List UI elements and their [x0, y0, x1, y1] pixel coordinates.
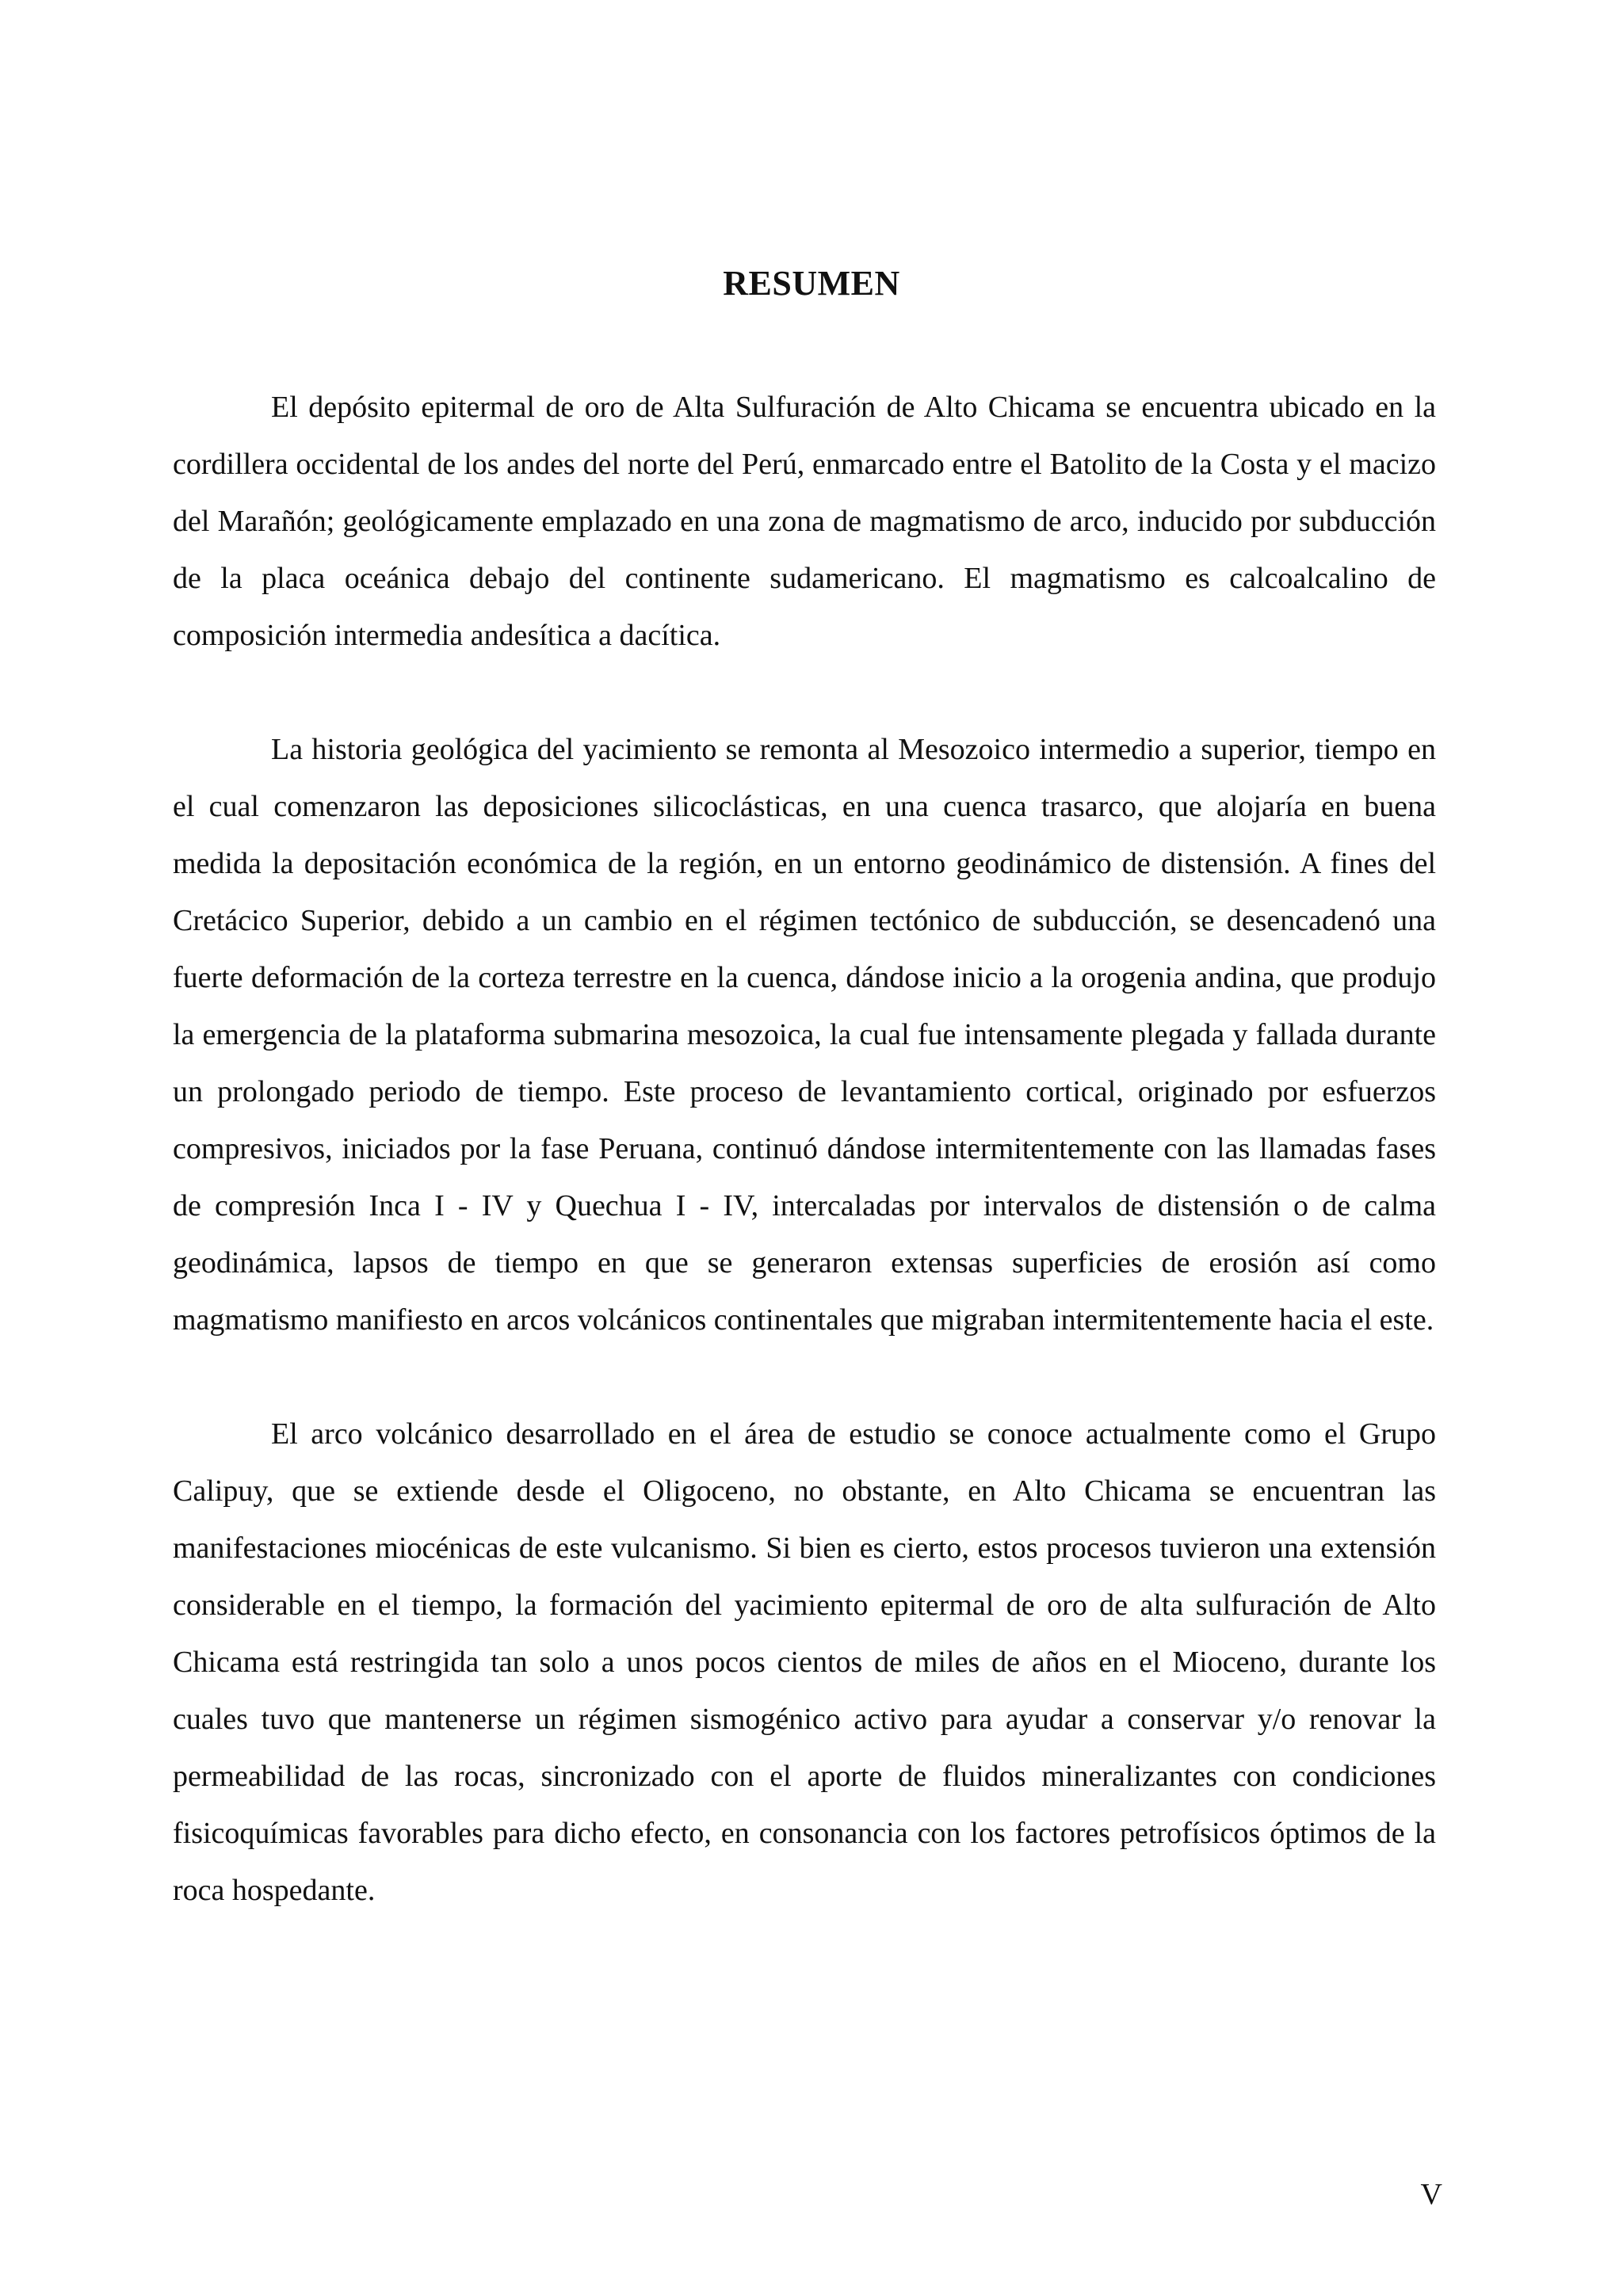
paragraph-2: La historia geológica del yacimiento se remonta al Mesozoico intermedio a superior, tiempo en el cual comenzaron las deposiciones silicoclásticas, en una cuenca trasarco, que alojaría en buena medida la depositación económica de la región, en un entorno geodinámico de distensión. A fines del Cretácico Superior, debido a un cambio en el régimen tectónico de subducción, se desencadenó una fuerte deformación de la corteza terrestre en la cuenca, dándose inicio a la orogenia andina, que produjo la emergencia de la plataforma submarina mesozoica, la cual fue intensamente plegada y fallada durante un prolongado periodo de tiempo. Este proceso de levantamiento cortical, originado por esfuerzos compresivos, iniciados por la fase Peruana, continuó dándose intermitentemente con las llamadas fases de compresión Inca I - IV y Quechua I - IV, intercaladas por intervalos de distensión o de calma geodinámica, lapsos de tiempo en que se generaron extensas superficies de erosión así como magmatismo manifiesto en arcos volcánicos continentales que migraban intermitentemente hacia el este. [173, 733, 1436, 1337]
paragraph-1: El depósito epitermal de oro de Alta Sulfuración de Alto Chicama se encuentra ubicado en la cordillera occidental de los andes del norte del Perú, enmarcado entre el Batolito de la Costa y el macizo del Marañón; geológicamente emplazado en una zona de magmatismo de arco, inducido por subducción de la placa oceánica debajo del continente sudamericano. El magmatismo es calcoalcalino de composición intermedia andesítica a dacítica. [173, 391, 1436, 652]
page-title: RESUMEN [723, 264, 900, 303]
abstract-body [173, 379, 1436, 1976]
page-number: V [1420, 2178, 1442, 2211]
paragraph-3: El arco volcánico desarrollado en el área de estudio se conoce actualmente como el Grupo Calipuy, que se extiende desde el Oligoceno, no obstante, en Alto Chicama se encuentran las manifestaciones miocénicas de este vulcanismo. Si bien es cierto, estos procesos tuvieron una extensión considerable en el tiempo, la formación del yacimiento epitermal de oro de alta sulfuración de Alto Chicama está restringida tan solo a unos pocos cientos de miles de años en el Mioceno, durante los cuales tuvo que mantenerse un régimen sismogénico activo para ayudar a conservar y/o renovar la permeabilidad de las rocas, sincronizado con el aporte de fluidos mineralizantes con condiciones fisicoquímicas favorables para dicho efecto, en consonancia con los factores petrofísicos óptimos de la roca hospedante. [173, 1417, 1436, 1907]
